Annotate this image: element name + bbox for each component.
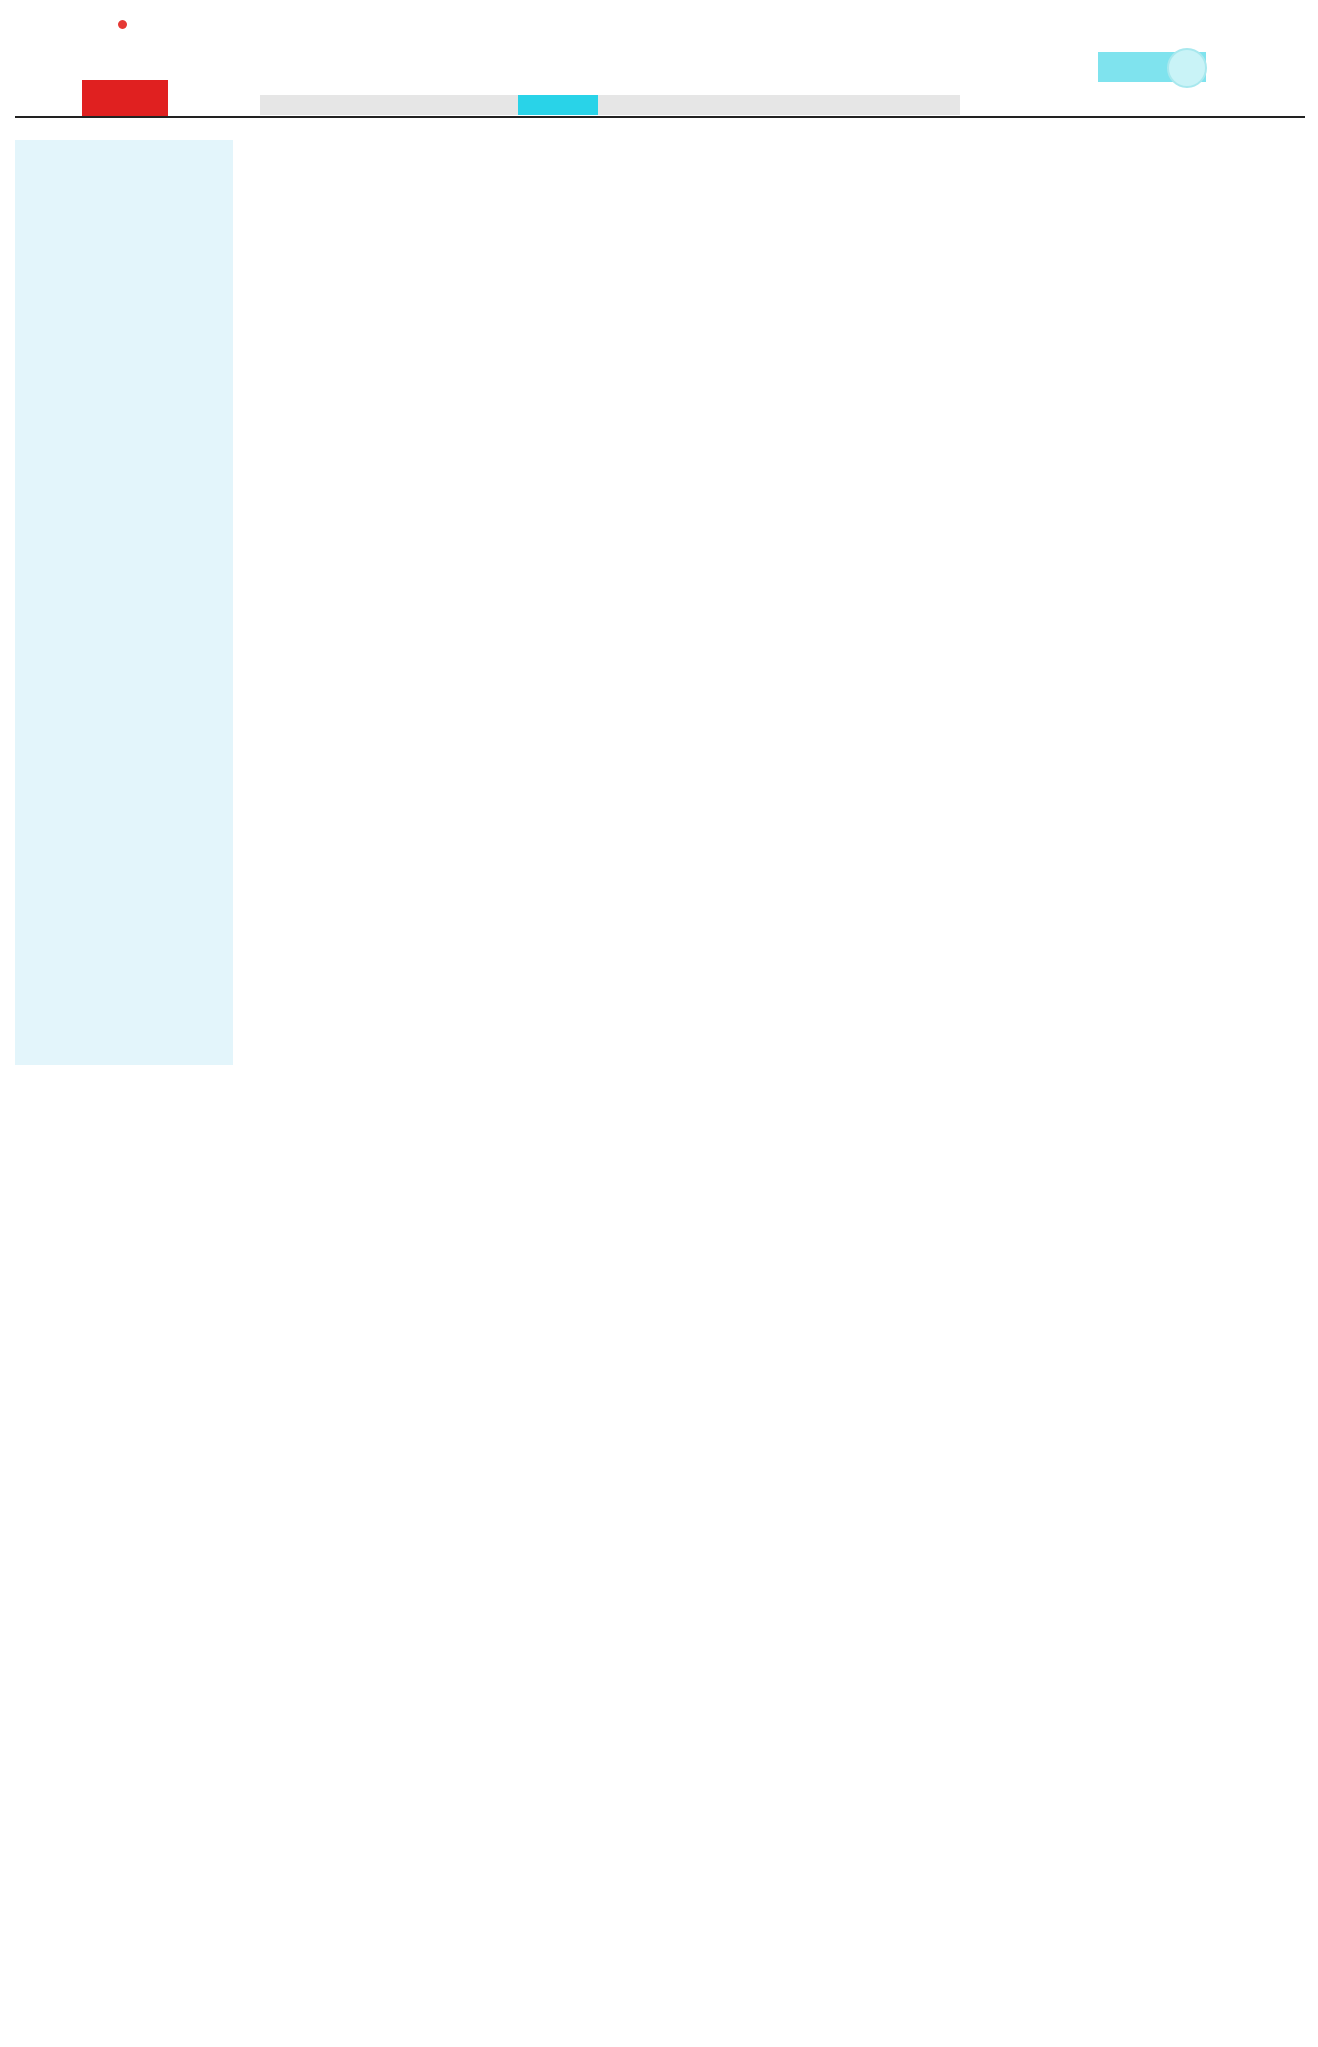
masthead-divider	[15, 116, 1305, 118]
epaper-badge	[518, 95, 598, 115]
url-bar	[260, 95, 960, 115]
logo-samay	[82, 80, 168, 116]
logo-dot-icon	[118, 20, 127, 29]
editorial-panel-bg-50	[15, 140, 233, 1065]
page-number	[1167, 48, 1207, 88]
